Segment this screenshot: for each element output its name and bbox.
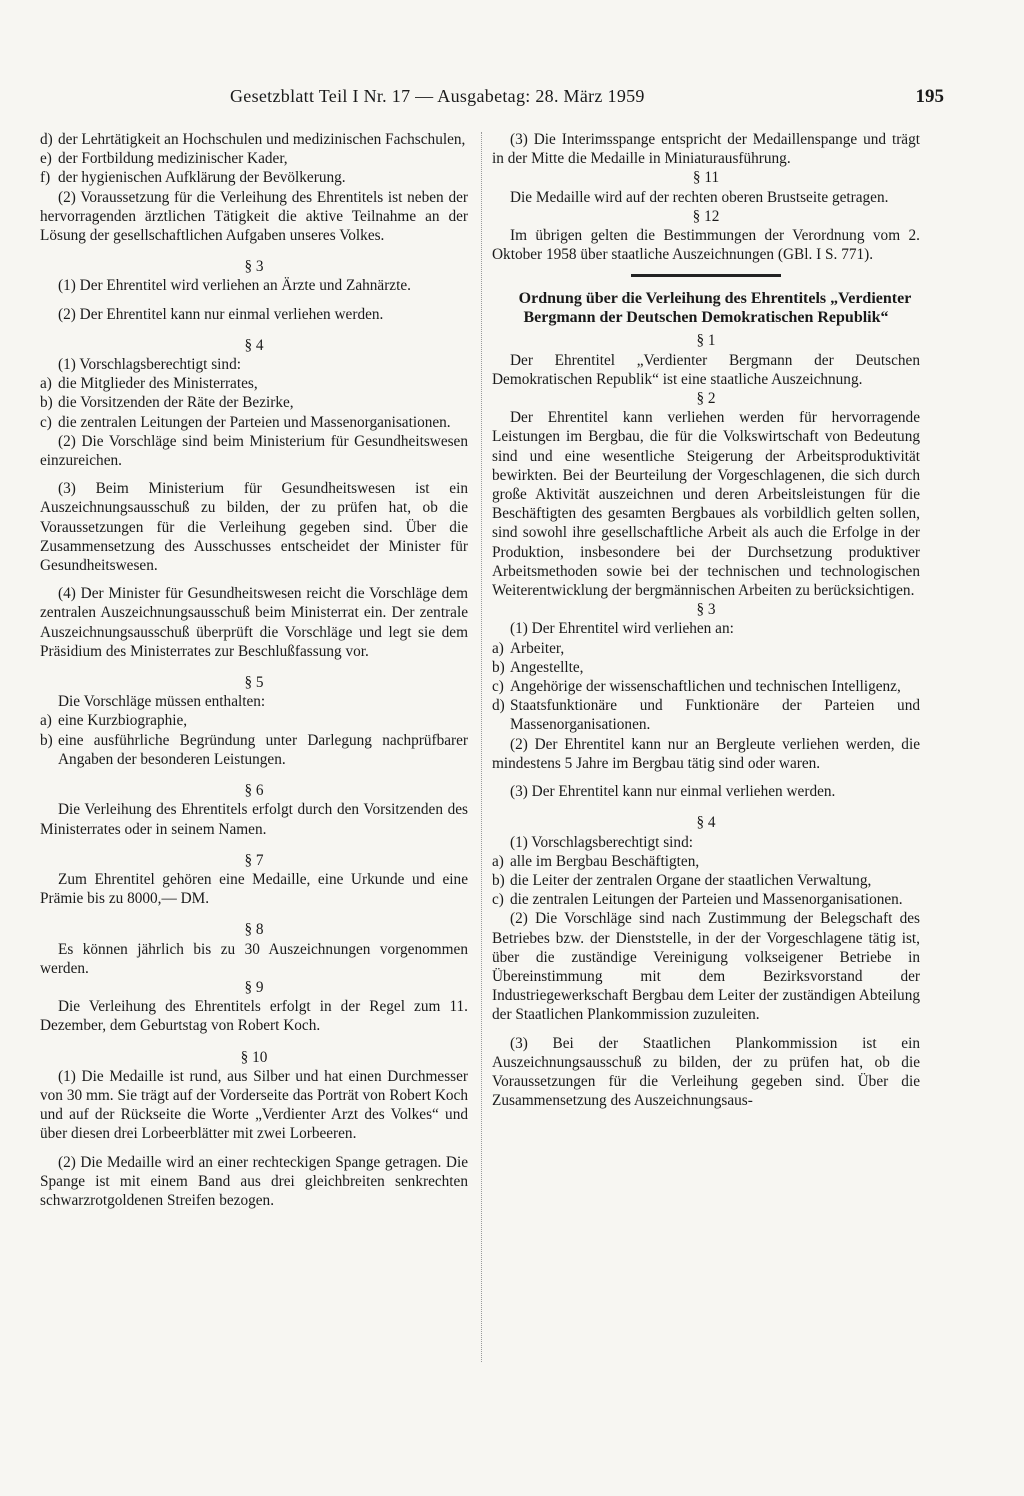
list-item: a) eine Kurzbiographie, <box>40 712 188 730</box>
section-heading: § 12 <box>692 207 720 225</box>
paragraph: Die Verleihung des Ehrentitels erfolgt durch den Vorsitzenden des Ministerrates oder in seinem Namen. <box>40 801 468 838</box>
section-rule <box>631 274 781 277</box>
paragraph: (4) Der Minister für Gesundheitswesen reicht die Vorschläge dem zentralen Auszeichnungsausschuß beim Ministerrat ein. Der zentrale Auszeichnungsausschuß überprüft die Vorschläge und legt sie dem Präsidium des Ministerrates zur Beschlußfassung vor. <box>40 585 468 660</box>
section-heading: § 8 <box>244 921 264 939</box>
right-column <box>492 130 920 1110</box>
paragraph: Zum Ehrentitel gehören eine Medaille, eine Urkunde und eine Prämie bis zu 8000,— DM. <box>40 870 468 908</box>
paragraph: Der Ehrentitel „Verdienter Bergmann der Deutschen Demokratischen Republik“ ist eine staatliche Auszeichnung. <box>492 351 920 388</box>
paragraph: (1) Der Ehrentitel wird verliehen an Ärzte und Zahnärzte. <box>58 277 411 295</box>
left-column <box>40 130 468 1210</box>
paragraph: Der Ehrentitel kann verliehen werden für hervorragende Leistungen im Bergbau, die für die Volkswirtschaft von Bedeutung sind und eine wesentliche Steigerung der Arbeitsproduktivität bewirkten. Bei der Beurteilung der Vorgeschlagenen, die sich durch große Aktivität auszeichnen und deren Arbeitsleistungen für die Beschäftigten des gesamten Bergbaues als vorbildlich gelten sollen, sind sowohl ihre gesellschaftliche Arbeit als auch die Erfolge in der Produktion, insbesondere bei der Durchsetzung produktiver Arbeitsmethoden sowie bei der technischen und technologischen Weiterentwicklung der bergmännischen Arbeiten zu berücksichtigen. <box>492 409 920 600</box>
paragraph: (1) Vorschlagsberechtigt sind: <box>58 356 241 374</box>
list-item: c) Angehörige der wissenschaftlichen und technischen Intelligenz, <box>492 678 901 696</box>
paragraph: (2) Die Vorschläge sind beim Ministerium für Gesundheitswesen einzureichen. <box>40 432 468 470</box>
page-number: 195 <box>915 86 944 107</box>
header-title: Gesetzblatt Teil I Nr. 17 — Ausgabetag: 28. März 1959 <box>230 86 645 106</box>
section-heading: § 11 <box>692 169 720 187</box>
paragraph: (2) Die Medaille wird an einer rechteckigen Spange getragen. Die Spange ist mit einem Band aus drei gleichbreiten senkrechten schwarzrotgoldenen Streifen bezogen. <box>40 1153 468 1209</box>
paragraph: (3) Der Ehrentitel kann nur einmal verliehen werden. <box>510 783 836 801</box>
list-item: e) der Fortbildung medizinischer Kader, <box>40 150 288 168</box>
list-item: c) die zentralen Leitungen der Parteien und Massenorganisationen. <box>40 413 451 431</box>
page-header <box>40 86 944 112</box>
paragraph: Es können jährlich bis zu 30 Auszeichnungen vorgenommen werden. <box>40 940 468 977</box>
paragraph: (2) Der Ehrentitel kann nur an Bergleute verliehen werden, die mindestens 5 Jahre im Bergbau tätig sind oder waren. <box>492 735 920 772</box>
section-heading: § 1 <box>696 332 716 350</box>
paragraph: Die Vorschläge müssen enthalten: <box>58 693 266 711</box>
section-heading: § 10 <box>240 1048 268 1066</box>
list-item: b) eine ausführliche Begründung unter Darlegung nachprüfbarer Angaben der besonderen Leistungen. <box>40 731 468 768</box>
paragraph: (3) Die Interimsspange entspricht der Medaillenspange und trägt in der Mitte die Medaille in Miniaturausführung. <box>492 131 920 168</box>
section-heading: § 4 <box>696 814 716 832</box>
list-item: a) Arbeiter, <box>492 639 565 657</box>
paragraph: Die Verleihung des Ehrentitels erfolgt in der Regel zum 11. Dezember, dem Geburtstag von Robert Koch. <box>40 998 468 1035</box>
list-item: c) die zentralen Leitungen der Parteien und Massenorganisationen. <box>492 891 903 909</box>
section-heading: § 7 <box>244 851 264 869</box>
section-heading: § 9 <box>244 978 264 996</box>
paragraph: Die Medaille wird auf der rechten oberen Brustseite getragen. <box>510 188 889 206</box>
paragraph: (1) Der Ehrentitel wird verliehen an: <box>510 620 734 638</box>
section-heading: § 2 <box>696 390 716 408</box>
ordnung-title: Ordnung über die Verleihung des Ehrentitels „Verdienter Bergmann der Deutschen Demokratischen Republik“ <box>518 290 912 327</box>
section-heading: § 3 <box>696 601 716 619</box>
paragraph: (1) Vorschlagsberechtigt sind: <box>510 833 693 851</box>
list-item: a) alle im Bergbau Beschäftigten, <box>492 852 700 870</box>
paragraph: (2) Der Ehrentitel kann nur einmal verliehen werden. <box>58 305 384 323</box>
section-heading: § 4 <box>244 336 264 354</box>
list-item: a) die Mitglieder des Ministerrates, <box>40 375 258 393</box>
section-heading: § 6 <box>244 782 264 800</box>
paragraph: (2) Voraussetzung für die Verleihung des Ehrentitels ist neben der hervorragenden ärztlichen Tätigkeit die aktive Teilnahme an der Lösung der gesellschaftlichen Aufgaben unseres Volkes. <box>40 188 468 245</box>
paragraph: (3) Beim Ministerium für Gesundheitswesen ist ein Auszeichnungsausschuß zu bilden, der zu prüfen hat, ob die Voraussetzungen für die Verleihung gegeben sind. Über die Zusammensetzung des Ausschusses entscheidet der Minister für Gesundheitswesen. <box>40 480 468 575</box>
section-heading: § 3 <box>244 258 264 276</box>
paragraph: (2) Die Vorschläge sind nach Zustimmung der Belegschaft des Betriebes bzw. der Dienststelle, in der der Vorgeschlagene tätig ist, über die zuständige Vereinigung volkseigener Betriebe in Übereinstimmung mit dem Bezirksvorstand der Industriegewerkschaft Bergbau dem Leiter der zuständigen Abteilung der Staatlichen Plankommission zuzuleiten. <box>492 910 920 1024</box>
column-divider <box>481 132 482 1362</box>
list-item: d) Staatsfunktionäre und Funktionäre der Parteien und Massenorganisationen. <box>492 697 920 734</box>
list-item: b) Angestellte, <box>492 658 584 676</box>
paragraph: (3) Bei der Staatlichen Plankommission ist ein Auszeichnungsausschuß zu bilden, der zu prüfen hat, ob die Voraussetzungen für die Verleihung gegeben sind. Über die Zusammensetzung des Auszeichnungsaus- <box>492 1034 920 1110</box>
list-item: b) die Leiter der zentralen Organe der staatlichen Verwaltung, <box>492 871 872 889</box>
list-item: d) der Lehrtätigkeit an Hochschulen und medizinischen Fachschulen, <box>40 131 466 148</box>
list-item: f) der hygienischen Aufklärung der Bevölkerung. <box>40 169 346 187</box>
section-heading: § 5 <box>244 674 264 692</box>
paragraph: Im übrigen gelten die Bestimmungen der Verordnung vom 2. Oktober 1958 über staatliche Auszeichnungen (GBl. I S. 771). <box>492 227 920 264</box>
paragraph: (1) Die Medaille ist rund, aus Silber und hat einen Durchmesser von 30 mm. Sie trägt auf der Vorderseite das Porträt von Robert Koch und auf der Rückseite die Worte „Verdienter Arzt des Volkes“ und über diesen drei Lorbeerblätter mit zwei Lorbeeren. <box>40 1067 468 1143</box>
list-item: b) die Vorsitzenden der Räte der Bezirke, <box>40 394 294 412</box>
